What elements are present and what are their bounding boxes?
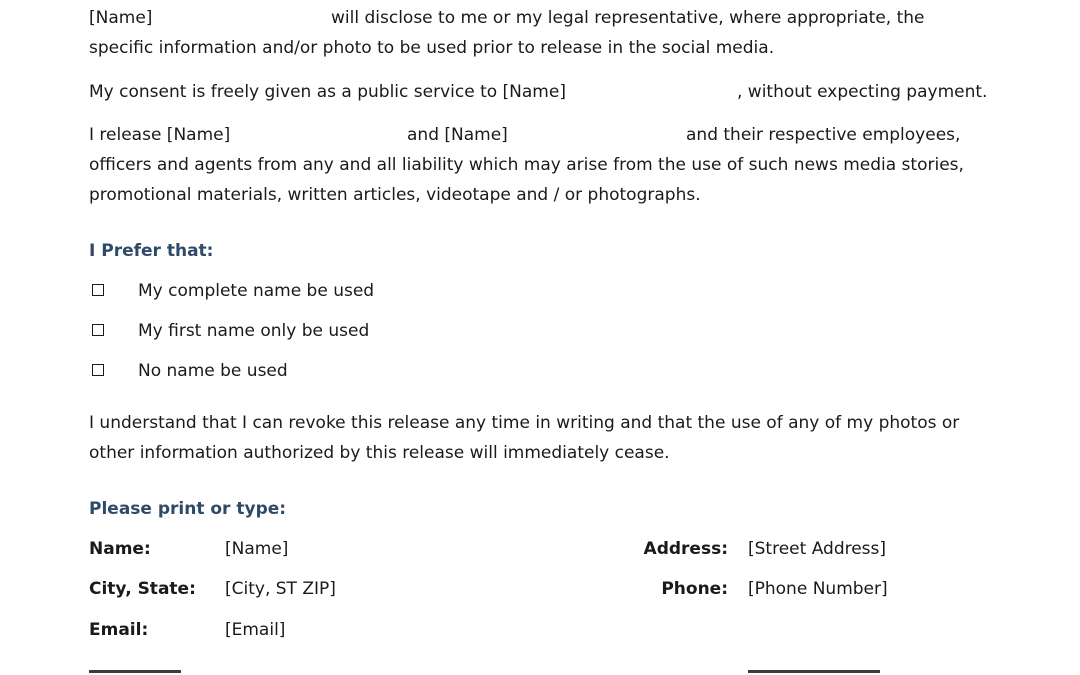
paragraph3-line1-end: and their respective employees, (686, 125, 961, 145)
cut-off-date-field (748, 664, 883, 675)
paragraph3-line1-mid: and [Name] (407, 125, 508, 145)
phone-field[interactable]: [Phone Number] (748, 579, 888, 599)
revoke-line2: other information authorized by this release will immediately cease. (89, 443, 670, 463)
revoke-line1: I understand that I can revoke this release any time in writing and that the use of any of my photos or (89, 413, 960, 433)
form-heading: Please print or type: (89, 499, 287, 519)
name-field[interactable]: [Name] (225, 539, 289, 559)
paragraph3-line1-start: I release [Name] (89, 125, 231, 145)
paragraph1-line2: specific information and/or photo to be used prior to release in the social media. (89, 38, 775, 58)
city-state-field[interactable]: [City, ST ZIP] (225, 579, 336, 599)
city-state-label: City, State: (89, 579, 196, 599)
paragraph3-line3: promotional materials, written articles, videotape and / or photographs. (89, 185, 701, 205)
phone-label: Phone: (661, 579, 728, 599)
preference-heading: I Prefer that: (89, 241, 214, 261)
complete-name-checkbox[interactable] (92, 284, 104, 296)
paragraph2-text: My consent is freely given as a public service to [Name] (89, 82, 566, 102)
cut-off-signature-label (89, 664, 184, 675)
no-name-checkbox[interactable] (92, 364, 104, 376)
paragraph2-text-end: , without expecting payment. (737, 82, 988, 102)
first-name-checkbox[interactable] (92, 324, 104, 336)
complete-name-option-label: My complete name be used (138, 281, 375, 301)
paragraph3-line2: officers and agents from any and all liability which may arise from the use of such news media stories, (89, 155, 964, 175)
no-name-option-label: No name be used (138, 361, 288, 381)
address-field[interactable]: [Street Address] (748, 539, 887, 559)
email-field[interactable]: [Email] (225, 620, 286, 640)
paragraph1-name-placeholder: [Name] (89, 8, 153, 28)
paragraph1-line1: will disclose to me or my legal representative, where appropriate, the (331, 8, 925, 28)
name-label: Name: (89, 539, 151, 559)
email-label: Email: (89, 620, 149, 640)
first-name-option-label: My first name only be used (138, 321, 370, 341)
address-label: Address: (643, 539, 728, 559)
